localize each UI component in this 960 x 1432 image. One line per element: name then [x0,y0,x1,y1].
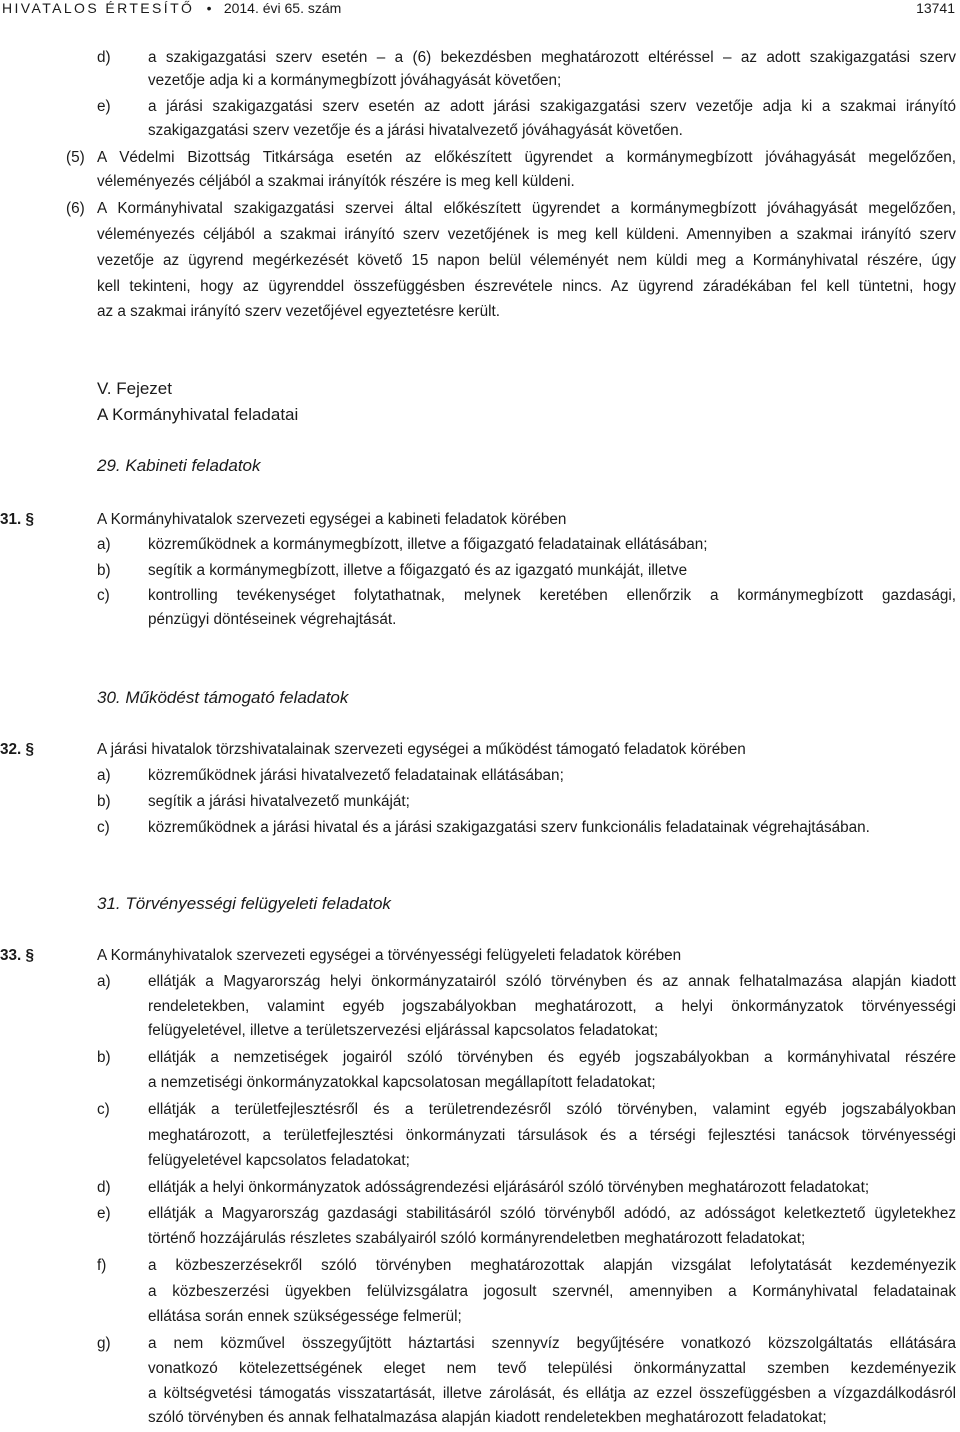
paragraph-5-line-2: véleményezés céljából a szakmai irányítók részére is meg kell küldeni. [97,173,575,190]
s33-item-e-line-1: ellátják a Magyarország gazdasági stabilitásáról szóló törvényből adódó, az adósságot keletkeztető ügyletekhez [148,1205,956,1222]
s31-item-a-line-1: közreműködnek a kormánymegbízott, illetve a főigazgató feladatainak ellátásában; [148,536,708,553]
s31-item-b-line-1: segítik a kormánymegbízott, illetve a főigazgató és az igazgató munkáját, illetve [148,562,688,579]
item-e-line-2: szakigazgatási szerv vezetője és a járási hivatalvezető jóváhagyását követően. [148,122,683,139]
s33-item-f-line-2: a közbeszerzési ügyekben felülvizsgálatra jogosult szervnél, amennyiben a Kormányhivatal feladatainak [148,1283,956,1300]
s33-item-f-line-1: a közbeszerzésekről szóló törvényben meghatározottak alapján vizsgálat lefolytatását kezdeményezik [148,1257,956,1274]
s33-label-g: g) [97,1335,111,1352]
s33-item-a-line-2: rendeletekben, valamint egyéb jogszabályokban meghatározott, a helyi önkormányzatok törvényességi [148,998,956,1015]
s33-item-c-line-3: felügyeletével kapcsolatos feladatokat; [148,1152,410,1169]
page-header [0,0,960,24]
item-d-line-1: a szakigazgatási szerv esetén – a (6) bekezdésben meghatározott eltéréssel – az adott szakigazgatási szerv [148,49,956,66]
s31-label-c: c) [97,587,110,604]
s33-item-c-line-2: meghatározott, a területfejlesztési önkormányzati társulások és a térségi fejlesztési tanácsok törvényességi [148,1127,956,1144]
s33-item-g-line-4: szóló törvényben és annak felhatalmazása alapján kiadott rendeletekben meghatározott feladatokat; [148,1409,827,1426]
item-e-line-1: a járási szakigazgatási szerv esetén az adott járási szakigazgatási szerv vezetője adja ki a szakmai irányító [148,98,956,115]
subheading-30: 30. Működést támogató feladatok [97,688,349,707]
paragraph-6-line-1: A Kormányhivatal szakigazgatási szervei által előkészített ügyrendet a kormánymegbízott jóváhagyását megelőzően, [97,200,956,217]
paragraph-label-5: (5) [66,149,85,166]
s33-item-g-line-2: vonatkozó kötelezettségének eleget nem tevő települési önkormányzattal szemben kezdeményezik [148,1360,956,1377]
section-31-intro: A Kormányhivatalok szervezeti egységei a kabineti feladatok körében [97,511,567,528]
s32-label-b: b) [97,793,111,810]
paragraph-label-6: (6) [66,200,85,217]
paragraph-6-line-5: az a szakmai irányító szerv vezetőjével egyeztetésre került. [97,303,500,320]
running-head [2,0,341,16]
subheading-29: 29. Kabineti feladatok [97,456,261,475]
section-31-label: 31. § [0,511,35,528]
s33-item-e-line-2: történő hozzájárulás részletes szabályairól szóló kormányrendeletben meghatározott feladatokat; [148,1230,806,1247]
subheading-31: 31. Törvényességi felügyeleti feladatok [97,894,391,913]
page-number: 13741 [916,0,955,16]
s31-label-b: b) [97,562,111,579]
separator-bullet: • [206,0,212,16]
s33-item-g-line-3: a költségvetési támogatás visszatartását, illetve zárolását, és ellátja az ezzel összefüggésben a vízgazdálkodásról [148,1385,956,1402]
s32-item-b-line-1: segítik a járási hivatalvezető munkáját; [148,793,410,810]
s31-item-c-line-2: pénzügyi döntéseinek végrehajtását. [148,611,397,628]
issue-number: 2014. évi 65. szám [223,0,342,16]
s33-label-b: b) [97,1049,111,1066]
section-32-label: 32. § [0,741,35,758]
s33-label-a: a) [97,973,111,990]
item-label-d: d) [97,49,111,66]
s33-label-f: f) [97,1257,107,1274]
item-d-line-2: vezetője adja ki a kormánymegbízott jóváhagyását követően; [148,72,562,89]
section-32-intro: A járási hivatalok törzshivatalainak szervezeti egységei a működést támogató feladatok körében [97,741,746,758]
paragraph-5-line-1: A Védelmi Bizottság Titkársága esetén az előkészített ügyrendet a kormánymegbízott jóváhagyását megelőzően, [97,149,956,166]
s33-item-c-line-1: ellátják a területfejlesztésről és a területrendezésről szóló törvényben, valamint egyéb jogszabályokban [148,1101,956,1118]
chapter-title: A Kormányhivatal feladatai [97,405,299,424]
s33-item-g-line-1: a nem közművel összegyűjtött háztartási szennyvíz begyűjtésére vonatkozó közszolgáltatás ellátására [148,1335,956,1352]
s33-item-f-line-3: ellátása során ennek szükségessége felmerül; [148,1308,462,1325]
s33-label-d: d) [97,1179,111,1196]
s33-item-a-line-1: ellátják a Magyarország helyi önkormányzatairól szóló törvényben és az annak felhatalmazása alapján kiadott [148,973,956,990]
s33-item-a-line-3: felügyeletével, illetve a területszervezési eljárással kapcsolatos feladatokat; [148,1022,659,1039]
s33-item-b-line-2: a nemzetiségi önkormányzatokkal kapcsolatosan megállapított feladatokat; [148,1074,656,1091]
s33-label-c: c) [97,1101,110,1118]
paragraph-6-line-2: véleményezés céljából a szakmai irányító szerv vezetőjének is meg kell küldeni. Amennyiben a szakmai irányító szerv [97,226,956,243]
chapter-number: V. Fejezet [97,379,172,398]
s31-label-a: a) [97,536,111,553]
paragraph-6-line-4: kell tekinteni, hogy az ügyrenddel összefüggésben észrevétele nincs. Az ügyrend záradékában fel kell tüntetni, hogy [97,278,956,295]
item-label-e: e) [97,98,111,115]
paragraph-6-line-3: vezetője az ügyrend megérkezését követő 15 napon belül véleményét nem küldi meg a Kormányhivatal részére, úgy [97,252,956,269]
s31-item-c-line-1: kontrolling tevékenységet folytathatnak, melynek keretében ellenőrzik a kormánymegbízott gazdasági, [148,587,956,604]
section-33-intro: A Kormányhivatalok szervezeti egységei a törvényességi felügyeleti feladatok körében [97,947,682,964]
s32-label-c: c) [97,819,110,836]
journal-title: HIVATALOS ÉRTESÍTŐ [2,0,195,16]
s32-label-a: a) [97,767,111,784]
s33-label-e: e) [97,1205,111,1222]
s33-item-b-line-1: ellátják a nemzetiségek jogairól szóló törvényben és egyéb jogszabályokban a kormányhivatal részére [148,1049,956,1066]
section-33-label: 33. § [0,947,35,964]
s33-item-d-line-1: ellátják a helyi önkormányzatok adósságrendezési eljárásáról szóló törvényben meghatározott feladatokat; [148,1179,870,1196]
s32-item-a-line-1: közreműködnek járási hivatalvezető feladatainak ellátásában; [148,767,564,784]
s32-item-c-line-1: közreműködnek a járási hivatal és a járási szakigazgatási szerv funkcionális feladatainak végrehajtásában. [148,819,870,836]
